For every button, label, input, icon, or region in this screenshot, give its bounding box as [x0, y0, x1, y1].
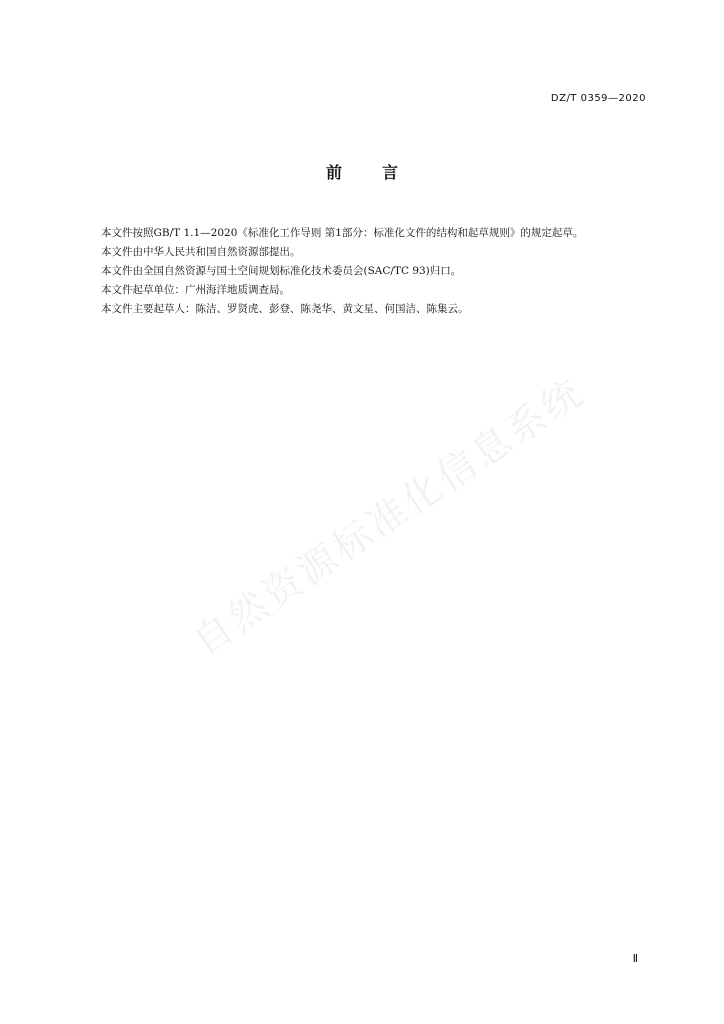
section-title: 前言: [325, 163, 438, 182]
paragraph-drafters: 本文件主要起草人：陈洁、罗贤虎、彭登、陈尧华、黄文星、何国洁、陈集云。: [101, 303, 469, 315]
document-code: DZ/T 0359—2020: [550, 93, 646, 104]
watermark: 自然资源标准化信息系统: [185, 369, 593, 664]
foreword-body: [80, 224, 647, 319]
paragraph-drafting-rules: 本文件按照GB/T 1.1—2020《标准化工作导则 第1部分：标准化文件的结构和起草规则》的规定起草。: [101, 227, 584, 239]
page-number: Ⅱ: [632, 952, 638, 965]
paragraph-proposer: 本文件由中华人民共和国自然资源部提出。: [101, 246, 301, 258]
paragraph-drafting-unit: 本文件起草单位：广州海洋地质调查局。: [101, 284, 290, 296]
paragraph-technical-committee: 本文件由全国自然资源与国土空间规划标准化技术委员会(SAC/TC 93)归口。: [101, 265, 462, 277]
